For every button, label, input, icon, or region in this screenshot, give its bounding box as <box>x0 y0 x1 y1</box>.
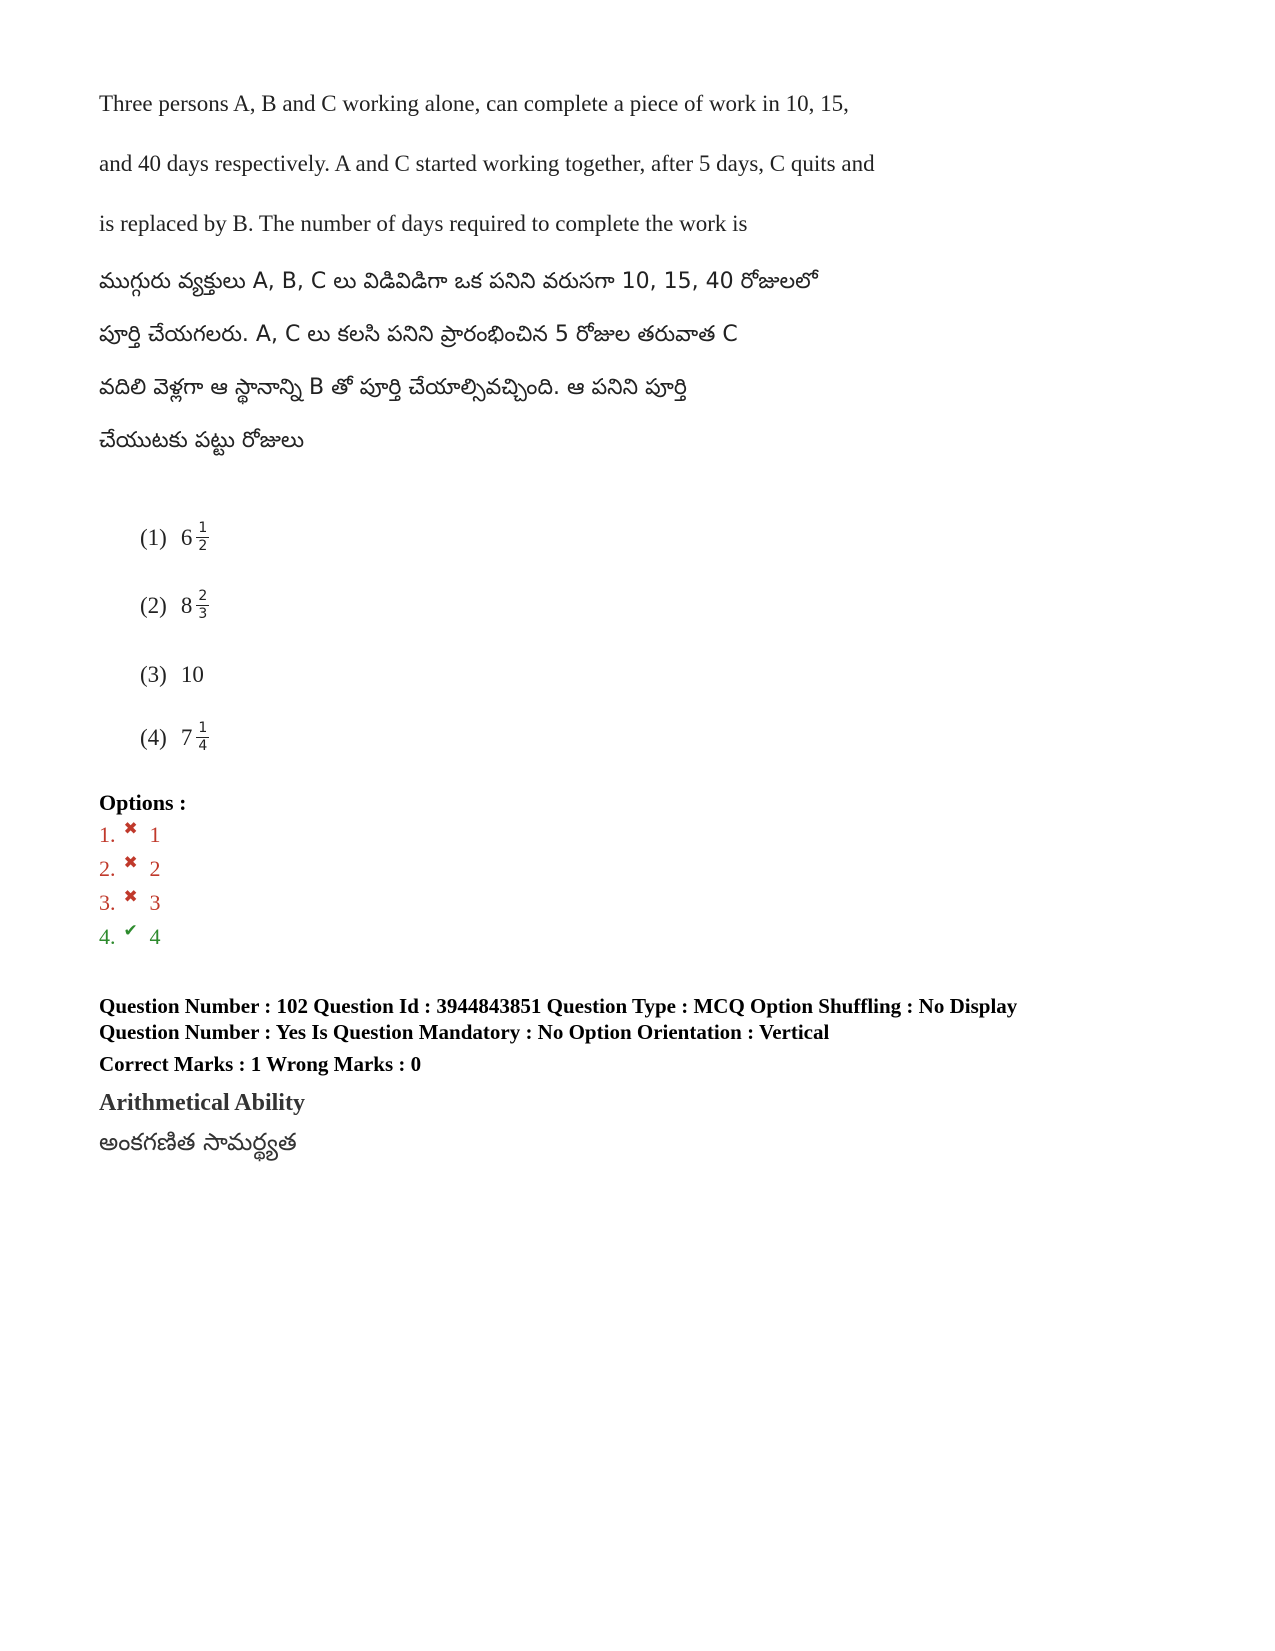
cross-icon: ✖ <box>123 853 138 873</box>
option-item-3 <box>99 887 161 916</box>
choice-whole: 8 <box>180 592 193 618</box>
section-title-english: Arithmetical Ability <box>99 1090 305 1116</box>
choice-fraction <box>196 588 209 623</box>
option-index: 4. <box>99 924 116 949</box>
marks-line: Correct Marks : 1 Wrong Marks : 0 <box>99 1052 422 1076</box>
option-item-2 <box>99 853 161 882</box>
question-english-line: and 40 days respectively. A and C started working together, after 5 days, C quits and <box>99 151 875 176</box>
choice-fraction <box>196 720 209 755</box>
cross-icon: ✖ <box>123 887 138 907</box>
answer-choice-3 <box>140 662 204 688</box>
answer-choice-1 <box>140 520 209 555</box>
question-telugu-line: ముగ్గురు వ్యక్తులు A, B, C లు విడివిడిగా ఒక పనిని వరుసగా 10, 15, 40 రోజులలో <box>99 269 818 294</box>
option-index: 1. <box>99 822 116 847</box>
question-text-english <box>99 80 999 260</box>
option-value: 3 <box>149 890 161 915</box>
answer-choice-2 <box>140 588 209 623</box>
choice-whole: 7 <box>180 724 193 750</box>
answer-choice-4 <box>140 720 209 755</box>
fraction-denominator: 4 <box>198 738 208 754</box>
section-title-telugu: అంకగణిత సామర్థ్యత <box>99 1128 297 1156</box>
options-label: Options : <box>99 790 187 815</box>
choice-whole: 6 <box>180 524 193 550</box>
question-english-line: is replaced by B. The number of days required to complete the work is <box>99 211 748 236</box>
choice-number: (2) <box>140 592 167 618</box>
question-english-line: Three persons A, B and C working alone, can complete a piece of work in 10, 15, <box>99 91 849 116</box>
question-meta-line: Question Number : Yes Is Question Mandatory : No Option Orientation : Vertical <box>99 1020 830 1044</box>
option-item-4 <box>99 921 161 950</box>
question-text-telugu <box>99 262 999 474</box>
option-index: 2. <box>99 856 116 881</box>
fraction-numerator: 1 <box>198 520 208 536</box>
choice-whole: 10 <box>180 662 204 687</box>
option-value: 4 <box>149 924 161 949</box>
fraction-numerator: 1 <box>198 720 208 736</box>
fraction-numerator: 2 <box>198 588 208 604</box>
fraction-denominator: 2 <box>198 538 208 554</box>
fraction-denominator: 3 <box>198 606 208 622</box>
question-telugu-line: వదిలి వెళ్లగా ఆ స్థానాన్ని B తో పూర్తి చేయాల్సివచ్చింది. ఆ పనిని పూర్తి <box>99 375 687 400</box>
option-value: 2 <box>149 856 161 881</box>
option-index: 3. <box>99 890 116 915</box>
choice-number: (3) <box>140 662 167 687</box>
question-telugu-line: పూర్తి చేయగలరు. A, C లు కలసి పనిని ప్రారంభించిన 5 రోజుల తరువాత C <box>99 322 738 347</box>
check-icon: ✔ <box>123 921 138 941</box>
cross-icon: ✖ <box>123 819 138 839</box>
option-value: 1 <box>149 822 161 847</box>
choice-fraction <box>196 520 209 555</box>
option-item-1 <box>99 819 161 848</box>
choice-number: (4) <box>140 724 167 750</box>
question-telugu-line: చేయుటకు పట్టు రోజులు <box>99 428 305 453</box>
question-meta-line: Question Number : 102 Question Id : 3944843851 Question Type : MCQ Option Shuffling : No Display <box>99 994 1018 1018</box>
choice-number: (1) <box>140 524 167 550</box>
